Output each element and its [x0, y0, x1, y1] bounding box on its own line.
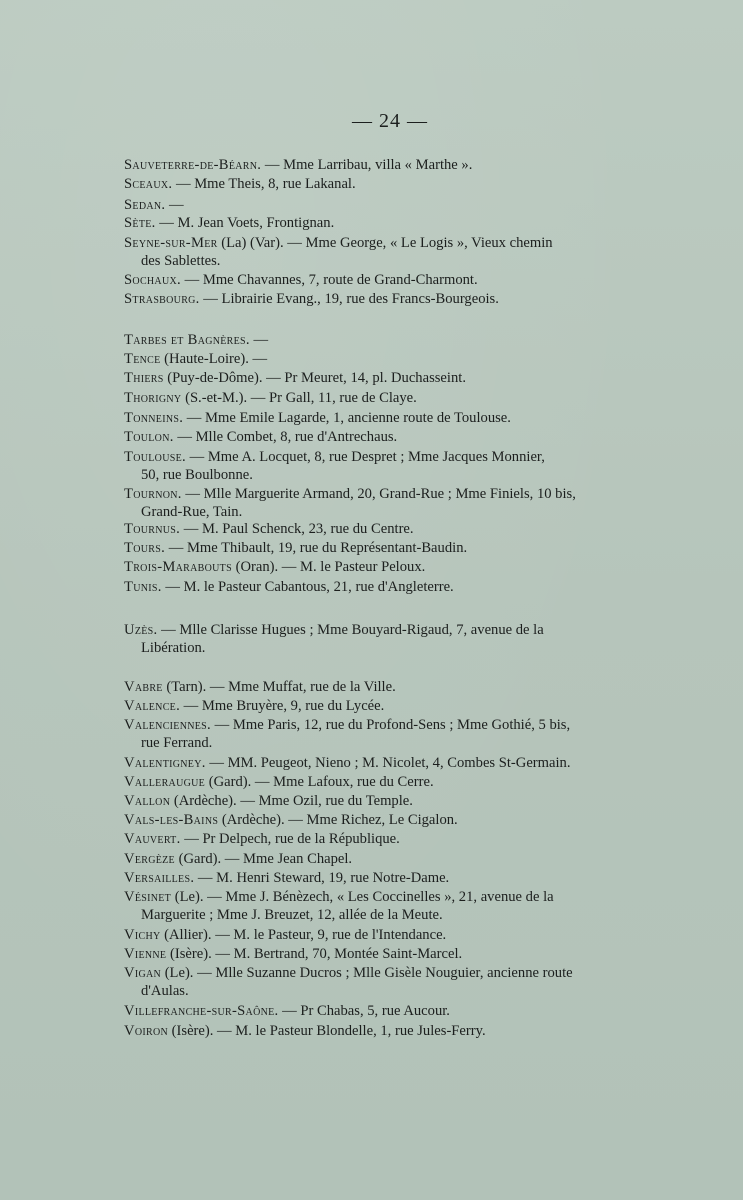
place-name: Tarbes et Bagnères. — [124, 332, 250, 348]
place-name: Voiron — [124, 1023, 169, 1039]
entry-vichy — [124, 926, 656, 944]
entry-valence — [124, 697, 656, 715]
entry-text: — Mme Bruyère, 9, rue du Lycée. — [180, 698, 385, 714]
entry-text: — Pr Delpech, rue de la République. — [180, 831, 400, 847]
entry-text: (Isère). — M. Bertrand, 70, Montée Saint-Marcel. — [166, 946, 463, 962]
entry-text: — Mme Thibault, 19, rue du Représentant-Baudin. — [165, 540, 468, 556]
place-name: Toulouse. — [124, 449, 186, 465]
entry-thiers — [124, 369, 656, 387]
place-name: Trois-Marabouts — [124, 559, 232, 575]
entry-text: — MM. Peugeot, Nieno ; M. Nicolet, 4, Combes St-Germain. — [205, 755, 571, 771]
entry-voiron — [124, 1022, 656, 1040]
entry-tarbes — [124, 331, 656, 349]
entry-text: — Mme Emile Lagarde, 1, ancienne route de Toulouse. — [183, 410, 511, 426]
entry-text: (Le). — Mme J. Bénèzech, « Les Coccinelles », 21, avenue de la — [171, 889, 554, 905]
place-name: Villefranche-sur-Saône. — [124, 1003, 279, 1019]
entry-text: — Mlle Marguerite Armand, 20, Grand-Rue ; Mme Finiels, 10 bis, — [181, 486, 576, 502]
entry-text: (S.-et-M.). — Pr Gall, 11, rue de Claye. — [181, 390, 417, 406]
entry-text: — Pr Chabas, 5, rue Aucour. — [278, 1003, 450, 1019]
entry-vigan — [124, 964, 656, 1000]
place-name: Valence. — [124, 698, 181, 714]
place-name: Vauvert. — [124, 831, 181, 847]
entry-text: — — [249, 332, 269, 348]
place-name: Tournus. — [124, 521, 181, 537]
entry-text: (Ardèche). — Mme Ozil, rue du Temple. — [170, 793, 413, 809]
entry-thorigny — [124, 389, 656, 407]
place-name: Vals-les-Bains — [124, 812, 219, 828]
place-name: Tournon. — [124, 486, 182, 502]
entry-vauvert — [124, 830, 656, 848]
place-name: Strasbourg. — [124, 291, 200, 307]
entry-tonneins — [124, 409, 656, 427]
entry-text: — Mme Paris, 12, rue du Profond-Sens ; Mme Gothié, 5 bis, — [210, 717, 571, 733]
entry-text: — M. le Pasteur Cabantous, 21, rue d'Angleterre. — [161, 579, 454, 595]
entry-vergeze — [124, 850, 656, 868]
entry-vallon — [124, 792, 656, 810]
page-number: — 24 — — [352, 110, 428, 132]
place-name: Tunis. — [124, 579, 162, 595]
entry-text: (Ardèche). — Mme Richez, Le Cigalon. — [218, 812, 458, 828]
place-name: Vichy — [124, 927, 161, 943]
entry-toulon — [124, 428, 656, 446]
entry-seyne-sur-mer — [124, 234, 656, 270]
entry-vesinet — [124, 888, 656, 924]
entry-sceaux — [124, 175, 656, 193]
entry-villefranche-sur-saone — [124, 1002, 656, 1020]
entry-text: (Gard). — Mme Lafoux, rue du Cerre. — [205, 774, 434, 790]
entry-tence — [124, 350, 656, 368]
entry-text: — Mme Larribau, villa « Marthe ». — [261, 157, 473, 173]
place-name: Vienne — [124, 946, 167, 962]
entry-text: (Oran). — M. le Pasteur Peloux. — [231, 559, 426, 575]
entry-text: — M. Jean Voets, Frontignan. — [155, 215, 335, 231]
entry-text: (La) (Var). — Mme George, « Le Logis », Vieux chemin — [217, 235, 553, 251]
place-name: Thorigny — [124, 390, 182, 406]
entry-tunis — [124, 578, 656, 596]
entry-text: (Le). — Mlle Suzanne Ducros ; Mlle Gisèle Nouguier, ancienne route — [161, 965, 573, 981]
place-name: Thiers — [124, 370, 164, 386]
place-name: Valleraugue — [124, 774, 206, 790]
entry-text: (Isère). — M. le Pasteur Blondelle, 1, rue Jules-Ferry. — [168, 1023, 486, 1039]
place-name: Vergèze — [124, 851, 175, 867]
entry-text: (Puy-de-Dôme). — Pr Meuret, 14, pl. Duchasseint. — [163, 370, 466, 386]
place-name: Tence — [124, 351, 161, 367]
entry-strasbourg — [124, 290, 656, 308]
entry-text: — Mme Chavannes, 7, route de Grand-Charmont. — [180, 272, 478, 288]
place-name: Toulon. — [124, 429, 174, 445]
entry-text: (Gard). — Mme Jean Chapel. — [174, 851, 353, 867]
entry-text: (Haute-Loire). — — [160, 351, 268, 367]
entry-text: — M. Henri Steward, 19, rue Notre-Dame. — [194, 870, 450, 886]
place-name: Valenciennes. — [124, 717, 211, 733]
entry-continuation: Libération. — [141, 640, 206, 656]
entry-sauveterre — [124, 156, 656, 174]
entry-text: — Librairie Evang., 19, rue des Francs-Bourgeois. — [199, 291, 499, 307]
entry-sochaux — [124, 271, 656, 289]
entry-valentigney — [124, 754, 656, 772]
place-name: Sceaux. — [124, 176, 173, 192]
entry-vienne — [124, 945, 656, 963]
entry-continuation: 50, rue Boulbonne. — [141, 467, 253, 483]
entry-vabre — [124, 678, 656, 696]
entry-text: — Mlle Clarisse Hugues ; Mme Bouyard-Rigaud, 7, avenue de la — [157, 622, 544, 638]
place-name: Tonneins. — [124, 410, 184, 426]
place-name: Valentigney. — [124, 755, 206, 771]
entry-toulouse — [124, 448, 656, 484]
entry-valleraugue — [124, 773, 656, 791]
entry-continuation: Marguerite ; Mme J. Breuzet, 12, allée de la Meute. — [141, 907, 443, 923]
entry-continuation: d'Aulas. — [141, 983, 189, 999]
entry-versailles — [124, 869, 656, 887]
entry-tournon — [124, 485, 656, 521]
place-name: Tours. — [124, 540, 166, 556]
entry-tours — [124, 539, 656, 557]
entry-text: — — [165, 197, 184, 213]
entry-continuation: rue Ferrand. — [141, 735, 213, 751]
entry-text: — M. Paul Schenck, 23, rue du Centre. — [180, 521, 414, 537]
entry-valenciennes — [124, 716, 656, 752]
place-name: Vésinet — [124, 889, 172, 905]
entry-uzes — [124, 621, 656, 657]
entry-text: — Mme Theis, 8, rue Lakanal. — [172, 176, 356, 192]
entry-sete — [124, 214, 656, 232]
entry-continuation: des Sablettes. — [141, 253, 221, 269]
place-name: Vigan — [124, 965, 162, 981]
place-name: Seyne-sur-Mer — [124, 235, 218, 251]
place-name: Sète. — [124, 215, 156, 231]
entry-text: (Tarn). — Mme Muffat, rue de la Ville. — [162, 679, 396, 695]
place-name: Sauveterre-de-Béarn. — [124, 157, 262, 173]
entry-sedan — [124, 196, 656, 214]
entry-text: — Mme A. Locquet, 8, rue Despret ; Mme Jacques Monnier, — [185, 449, 545, 465]
entry-text: — Mlle Combet, 8, rue d'Antrechaus. — [173, 429, 398, 445]
entry-text: (Allier). — M. le Pasteur, 9, rue de l'Intendance. — [160, 927, 447, 943]
entry-trois-marabouts — [124, 558, 656, 576]
place-name: Vabre — [124, 679, 163, 695]
entry-tournus — [124, 520, 656, 538]
place-name: Uzès. — [124, 622, 158, 638]
place-name: Sedan. — [124, 197, 166, 213]
place-name: Sochaux. — [124, 272, 181, 288]
place-name: Vallon — [124, 793, 171, 809]
entry-vals-les-bains — [124, 811, 656, 829]
entry-continuation: Grand-Rue, Tain. — [141, 504, 243, 520]
place-name: Versailles. — [124, 870, 195, 886]
